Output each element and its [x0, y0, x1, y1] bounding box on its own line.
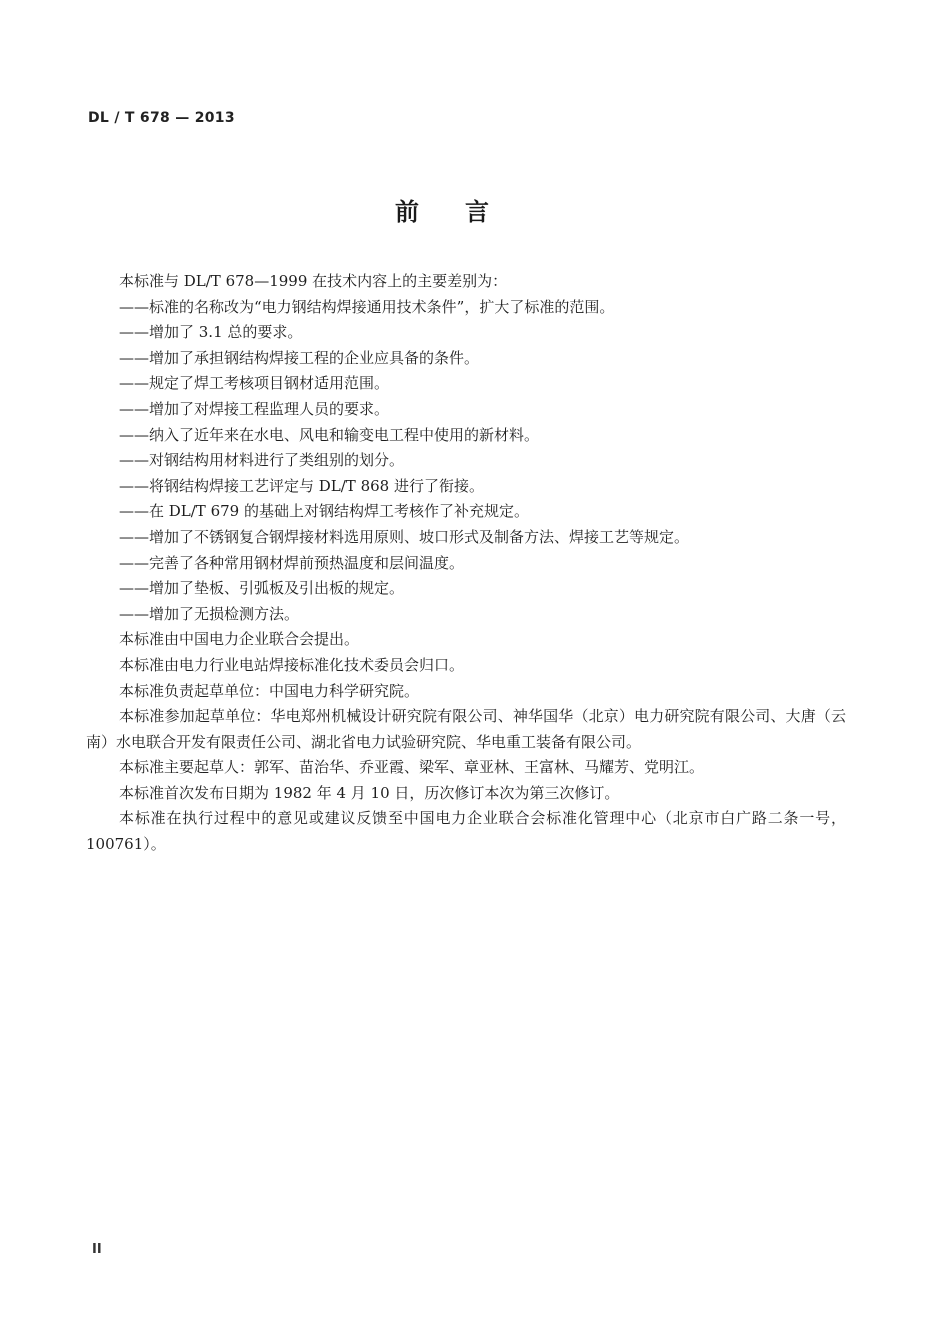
foreword-body: [86, 269, 846, 858]
change-item: ——增加了垫板、引弧板及引出板的规定。: [119, 579, 405, 598]
drafters: 本标准主要起草人：郭军、苗治华、乔亚霞、梁军、章亚林、王富林、马耀芳、党明江。: [119, 758, 705, 777]
drafting-unit: 本标准负责起草单位：中国电力科学研究院。: [119, 681, 420, 700]
change-item: ——增加了 3.1 总的要求。: [119, 323, 303, 342]
page-number: II: [92, 1242, 102, 1257]
change-item: ——标准的名称改为“电力钢结构焊接通用技术条件”，扩大了标准的范围。: [119, 297, 615, 316]
intro-line: 本标准与 DL/T 678—1999 在技术内容上的主要差别为：: [119, 272, 508, 290]
proposed-by: 本标准由中国电力企业联合会提出。: [119, 630, 360, 649]
page-title: 前言: [395, 198, 535, 226]
publication-history: 本标准首次发布日期为 1982 年 4 月 10 日，历次修订本次为第三次修订。: [119, 783, 620, 802]
change-item: ——增加了不锈钢复合钢焊接材料选用原则、坡口形式及制备方法、焊接工艺等规定。: [119, 527, 690, 546]
change-item: ——增加了承担钢结构焊接工程的企业应具备的条件。: [119, 348, 480, 367]
change-item: ——对钢结构用材料进行了类组别的划分。: [119, 451, 405, 470]
change-item: ——将钢结构焊接工艺评定与 DL/T 868 进行了衔接。: [119, 476, 484, 495]
change-item: ——完善了各种常用钢材焊前预热温度和层间温度。: [119, 553, 465, 572]
participating-units: 本标准参加起草单位：华电郑州机械设计研究院有限公司、神华国华（北京）电力研究院有限公司、大唐（云南）水电联合开发有限责任公司、湖北省电力试验研究院、华电重工装备有限公司。: [86, 707, 846, 751]
managed-by: 本标准由电力行业电站焊接标准化技术委员会归口。: [119, 655, 465, 674]
change-item: ——规定了焊工考核项目钢材适用范围。: [119, 374, 390, 393]
change-item: ——纳入了近年来在水电、风电和输变电工程中使用的新材料。: [119, 425, 540, 444]
change-item: ——增加了对焊接工程监理人员的要求。: [119, 399, 390, 418]
feedback-note: 本标准在执行过程中的意见或建议反馈至中国电力企业联合会标准化管理中心（北京市白广路二条一号，100761）。: [86, 809, 846, 854]
change-item: ——增加了无损检测方法。: [119, 604, 300, 623]
change-item: ——在 DL/T 679 的基础上对钢结构焊工考核作了补充规定。: [119, 502, 529, 521]
standard-code: DL / T 678 — 2013: [88, 110, 235, 126]
